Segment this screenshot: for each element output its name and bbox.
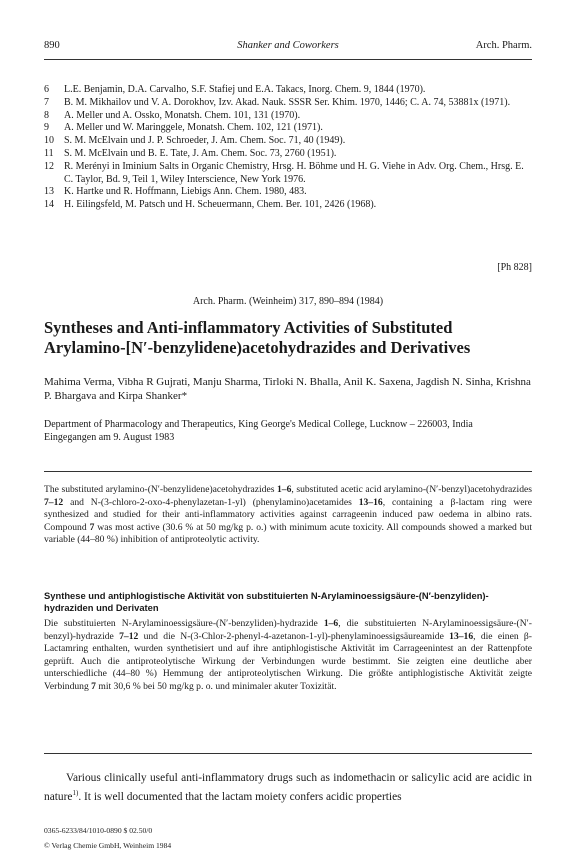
- body-text: Various clinically useful anti-inflammatory drugs such as indomethacin or salicylic acid are acidic in nature: [44, 772, 532, 803]
- reference-text: S. M. McElvain und B. E. Tate, J. Am. Chem. Soc. 73, 2760 (1951).: [64, 147, 337, 159]
- abstract-text: The substituted arylamino-(N′-benzylidene)acetohydrazides: [44, 484, 277, 495]
- reference-text: H. Eilingsfeld, M. Patsch und H. Scheuermann, Chem. Ber. 101, 2426 (1968).: [64, 199, 377, 211]
- compound-ref: 13–16: [358, 496, 383, 508]
- abstract-text: Die substituierten N-Arylaminoessigsäure-(N′-benzyliden)-hydrazide: [44, 618, 324, 629]
- compound-ref: 7: [91, 680, 96, 692]
- reference-item: [44, 199, 532, 212]
- reference-number: 6: [44, 84, 49, 95]
- page-footer: [44, 823, 532, 853]
- reference-text: A. Meller und A. Ossko, Monatsh. Chem. 101, 131 (1970).: [64, 109, 301, 121]
- abstract-text: and N-(3-chloro-2-oxo-4-phenylazetan-1-yl) (phenylamino)acetamides: [63, 496, 359, 508]
- reference-list: [44, 84, 532, 212]
- article-code: 0365-6233/84/1010-0890 $ 02.50/0: [44, 826, 153, 835]
- abstract-english: [44, 484, 532, 547]
- abstract-text: , containing a β-lactam ring were synthesized and studied for their anti-inflammatory activities against carrageenin induced paw oedema in albino rats. Compound: [44, 496, 532, 533]
- abstract-german: [44, 618, 532, 694]
- body-text: . It is well documented that the lactam moiety confers acidic properties: [78, 790, 402, 803]
- reference-text: S. M. McElvain und J. P. Schroeder, J. Am. Chem. Soc. 71, 40 (1949).: [64, 135, 346, 147]
- reference-number: 7: [44, 96, 49, 108]
- compound-ref: 7: [89, 521, 95, 533]
- page-header: [44, 40, 532, 56]
- reference-number: 11: [44, 147, 54, 159]
- reference-item: [44, 148, 532, 161]
- reference-text: A. Meller und W. Maringgele, Monatsh. Chem. 102, 121 (1971).: [64, 122, 323, 134]
- reference-number: 12: [44, 160, 54, 172]
- compound-ref: 13–16: [449, 630, 474, 642]
- abstract-text: und die N-(3-Chlor-2-phenyl-4-azetanon-1-yl)-phenylaminoessigsäureamide: [138, 630, 450, 642]
- reference-text: B. M. Mikhailov und V. A. Dorokhov, Izv. Akad. Nauk. SSSR Ser. Khim. 1970, 1446; C. A. 74, 53881x (1971).: [64, 96, 511, 108]
- reference-item: [44, 122, 532, 135]
- reference-item: [44, 135, 532, 148]
- footnote-ref: 1): [72, 789, 79, 797]
- reference-item: [44, 186, 532, 199]
- reference-item: [44, 110, 532, 123]
- received-date: Eingegangen am 9. August 1983: [44, 432, 175, 443]
- reference-number: 14: [44, 199, 54, 211]
- reference-text: L.E. Benjamin, D.A. Carvalho, S.F. Stafiej und E.A. Takacs, Inorg. Chem. 9, 1844 (1970).: [64, 84, 426, 95]
- header-rule: [44, 59, 532, 60]
- compound-ref: 1–6: [323, 618, 339, 629]
- body-paragraph: [44, 771, 532, 805]
- affiliation: Department of Pharmacology and Therapeutics, King George's Medical College, Lucknow – 226003, India: [44, 419, 473, 430]
- author-list: Mahima Verma, Vibha R Gujrati, Manju Sharma, Tirloki N. Bhalla, Anil K. Saxena, Jagdish N. Sinha, Krishna P. Bhargava and Kirpa Shanker*: [44, 376, 531, 402]
- abstract-text: , die einen β-Lactamring enthalten, wurden synthetisiert und auf ihre antiphlogistische Aktivität im Carrageenintest an der Rattenpfote geprüft. Auch die antiproteolytische Wirkung der Verbindungen wurde bestimmt. Sie zeigten eine deutliche aber unterschiedliche (44–80 %) Hemmung der antiproteolytischen Wirkung. Die größte antiphlogistische Aktivität zeigte Verbindung: [44, 630, 532, 692]
- compound-ref: 7–12: [119, 630, 139, 642]
- manuscript-id: [Ph 828]: [497, 262, 532, 273]
- abstract-bottom-rule: [44, 753, 532, 754]
- reference-number: 9: [44, 122, 49, 134]
- journal-citation: Arch. Pharm. (Weinheim) 317, 890–894 (1984): [192, 296, 384, 307]
- reference-item: [44, 84, 532, 97]
- reference-number: 13: [44, 186, 54, 198]
- reference-item: [44, 97, 532, 110]
- reference-number: 10: [44, 135, 54, 147]
- reference-text: K. Hartke und R. Hoffmann, Liebigs Ann. Chem. 1980, 483.: [64, 186, 307, 198]
- journal-name: Arch. Pharm.: [475, 40, 532, 51]
- affiliation-block: [44, 418, 532, 444]
- reference-number: 8: [44, 109, 49, 121]
- page-number: 890: [44, 40, 60, 51]
- abstract-top-rule: [44, 471, 532, 472]
- running-head: Shanker and Coworkers: [237, 40, 339, 51]
- reference-text: R. Merényi in Iminium Salts in Organic Chemistry, Hrsg. H. Böhme und H. G. Viehe in Adv. Org. Chem., Hrsg. E. C. Taylor, Bd. 9, Teil 1, Wiley Interscience, New York 1976.: [64, 160, 524, 185]
- abstract-text: , die substituierten N-Arylaminoessigsäure-(N′-benzyl)-hydrazide: [44, 618, 532, 642]
- compound-ref: 1–6: [277, 484, 292, 495]
- compound-ref: 7–12: [44, 496, 64, 508]
- abstract-text: was most active (30.6 % at 50 mg/kg p. o.) with minimum acute toxicity. All compounds showed a marked but variable (44–80 %) inhibition of antiproteolytic activity.: [44, 521, 532, 546]
- article-title: Syntheses and Anti-inflammatory Activities of Substituted Arylamino-[N′-benzylidene)acetohydrazides and Derivatives: [44, 318, 471, 357]
- abstract-text: , substituted acetic acid arylamino-(N′-benzyl)acetohydrazides: [291, 484, 532, 495]
- abstract-text: mit 30,6 % bei 50 mg/kg p. o. und minimaler akuter Toxizität.: [95, 680, 337, 692]
- reference-item: [44, 161, 532, 187]
- german-heading: Synthese und antiphlogistische Aktivität von substituierten N-Arylaminoessigsäure-(N′-benzyliden)-hydraziden und Derivaten: [44, 590, 489, 614]
- copyright: © Verlag Chemie GmbH, Weinheim 1984: [44, 841, 172, 850]
